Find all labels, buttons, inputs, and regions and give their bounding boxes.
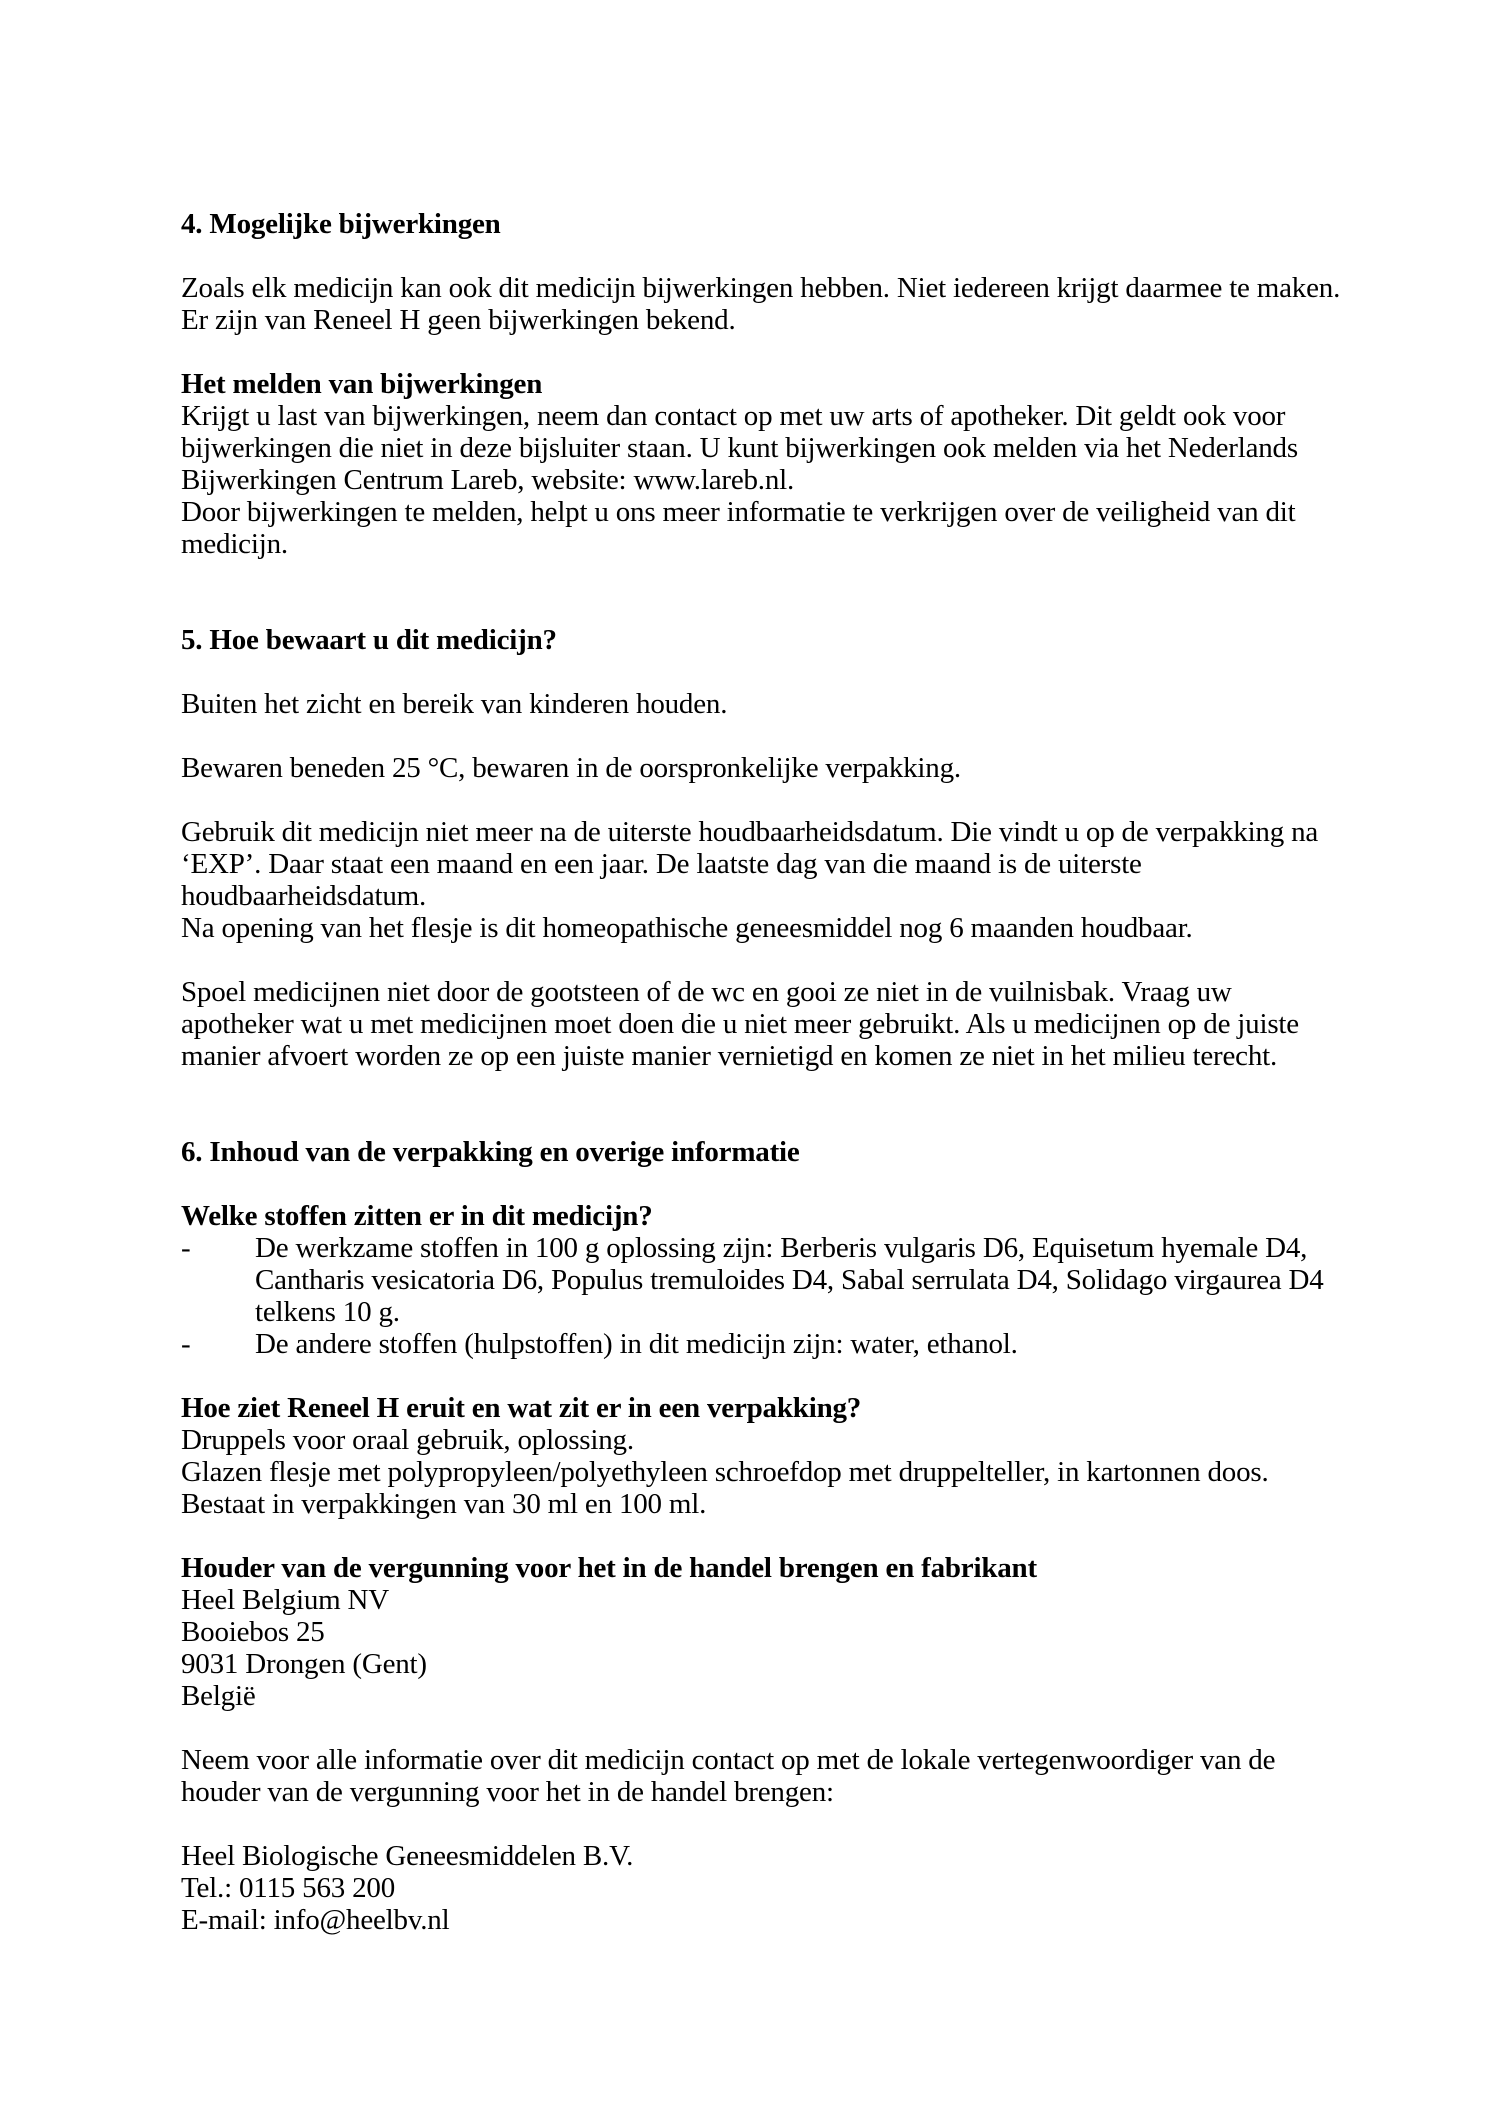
text-line: 9031 Drongen (Gent) bbox=[181, 1648, 427, 1680]
paragraph bbox=[181, 400, 1454, 496]
section-heading: 6. Inhoud van de verpakking en overige informatie bbox=[181, 1136, 800, 1168]
section-heading: 5. Hoe bewaart u dit medicijn? bbox=[181, 624, 557, 656]
paragraph bbox=[181, 816, 1454, 944]
spacer bbox=[181, 784, 1454, 816]
spacer bbox=[181, 1520, 1454, 1552]
text-line: bijwerkingen die niet in deze bijsluiter staan. U kunt bijwerkingen ook melden via het Nederlands bbox=[181, 432, 1298, 464]
spacer bbox=[181, 560, 1454, 624]
text-line: houder van de vergunning voor het in de handel brengen: bbox=[181, 1776, 834, 1808]
spacer bbox=[181, 1072, 1454, 1136]
text-line: Buiten het zicht en bereik van kinderen houden. bbox=[181, 688, 728, 720]
spacer bbox=[181, 944, 1454, 976]
text-line: Heel Belgium NV bbox=[181, 1584, 390, 1616]
text-line: Krijgt u last van bijwerkingen, neem dan contact op met uw arts of apotheker. Dit geldt ook voor bbox=[181, 400, 1286, 432]
text-line: telkens 10 g. bbox=[255, 1296, 400, 1328]
text-line: Glazen flesje met polypropyleen/polyethyleen schroefdop met druppelteller, in kartonnen doos. bbox=[181, 1456, 1269, 1488]
paragraph bbox=[181, 976, 1454, 1072]
text-line: België bbox=[181, 1680, 256, 1712]
paragraph bbox=[181, 496, 1454, 560]
text-line: Tel.: 0115 563 200 bbox=[181, 1872, 395, 1904]
text-line: Bewaren beneden 25 °C, bewaren in de oorspronkelijke verpakking. bbox=[181, 752, 961, 784]
document-content bbox=[181, 208, 1454, 1936]
list-marker: - bbox=[181, 1232, 191, 1264]
text-line: Bijwerkingen Centrum Lareb, website: www.lareb.nl. bbox=[181, 464, 795, 496]
text-line: Cantharis vesicatoria D6, Populus tremuloides D4, Sabal serrulata D4, Solidago virgaurea D4 bbox=[255, 1264, 1324, 1296]
text-line: houdbaarheidsdatum. bbox=[181, 880, 427, 912]
list-item-text bbox=[255, 1328, 1454, 1360]
paragraph bbox=[181, 1840, 1454, 1936]
text-line: ‘EXP’. Daar staat een maand en een jaar. De laatste dag van die maand is de uiterste bbox=[181, 848, 1142, 880]
text-line: Booiebos 25 bbox=[181, 1616, 325, 1648]
paragraph bbox=[181, 752, 1454, 784]
list-item bbox=[181, 1328, 1454, 1360]
text-line: Druppels voor oraal gebruik, oplossing. bbox=[181, 1424, 634, 1456]
spacer bbox=[181, 1712, 1454, 1744]
text-line: medicijn. bbox=[181, 528, 288, 560]
list-item-text bbox=[255, 1232, 1454, 1328]
spacer bbox=[181, 240, 1454, 272]
sub-heading: Welke stoffen zitten er in dit medicijn? bbox=[181, 1200, 653, 1232]
spacer bbox=[181, 1808, 1454, 1840]
text-line: Spoel medicijnen niet door de gootsteen of de wc en gooi ze niet in de vuilnisbak. Vraag uw bbox=[181, 976, 1232, 1008]
paragraph bbox=[181, 272, 1454, 336]
list-marker: - bbox=[181, 1328, 191, 1360]
text-line: De andere stoffen (hulpstoffen) in dit medicijn zijn: water, ethanol. bbox=[255, 1328, 1018, 1360]
text-line: Zoals elk medicijn kan ook dit medicijn bijwerkingen hebben. Niet iedereen krijgt daarmee te maken. bbox=[181, 272, 1341, 304]
paragraph bbox=[181, 688, 1454, 720]
sub-heading: Hoe ziet Reneel H eruit en wat zit er in een verpakking? bbox=[181, 1392, 862, 1424]
text-line: Neem voor alle informatie over dit medicijn contact op met de lokale vertegenwoordiger van de bbox=[181, 1744, 1276, 1776]
text-line: Bestaat in verpakkingen van 30 ml en 100 ml. bbox=[181, 1488, 707, 1520]
text-line: E-mail: info@heelbv.nl bbox=[181, 1904, 450, 1936]
spacer bbox=[181, 336, 1454, 368]
spacer bbox=[181, 720, 1454, 752]
sub-heading: Houder van de vergunning voor het in de handel brengen en fabrikant bbox=[181, 1552, 1037, 1584]
spacer bbox=[181, 1360, 1454, 1392]
spacer bbox=[181, 1168, 1454, 1200]
paragraph bbox=[181, 1744, 1454, 1808]
text-line: Gebruik dit medicijn niet meer na de uiterste houdbaarheidsdatum. Die vindt u op de verpakking na bbox=[181, 816, 1319, 848]
text-line: Heel Biologische Geneesmiddelen B.V. bbox=[181, 1840, 634, 1872]
paragraph bbox=[181, 1424, 1454, 1520]
text-line: apotheker wat u met medicijnen moet doen die u niet meer gebruikt. Als u medicijnen op de juiste bbox=[181, 1008, 1299, 1040]
text-line: De werkzame stoffen in 100 g oplossing zijn: Berberis vulgaris D6, Equisetum hyemale D4, bbox=[255, 1232, 1308, 1264]
text-line: Er zijn van Reneel H geen bijwerkingen bekend. bbox=[181, 304, 736, 336]
text-line: manier afvoert worden ze op een juiste manier vernietigd en komen ze niet in het milieu terecht. bbox=[181, 1040, 1278, 1072]
text-line: Na opening van het flesje is dit homeopathische geneesmiddel nog 6 maanden houdbaar. bbox=[181, 912, 1193, 944]
list-item bbox=[181, 1232, 1454, 1328]
sub-heading: Het melden van bijwerkingen bbox=[181, 368, 543, 400]
spacer bbox=[181, 656, 1454, 688]
section-heading: 4. Mogelijke bijwerkingen bbox=[181, 208, 501, 240]
text-line: Door bijwerkingen te melden, helpt u ons meer informatie te verkrijgen over de veiligheid van dit bbox=[181, 496, 1296, 528]
paragraph bbox=[181, 1584, 1454, 1712]
